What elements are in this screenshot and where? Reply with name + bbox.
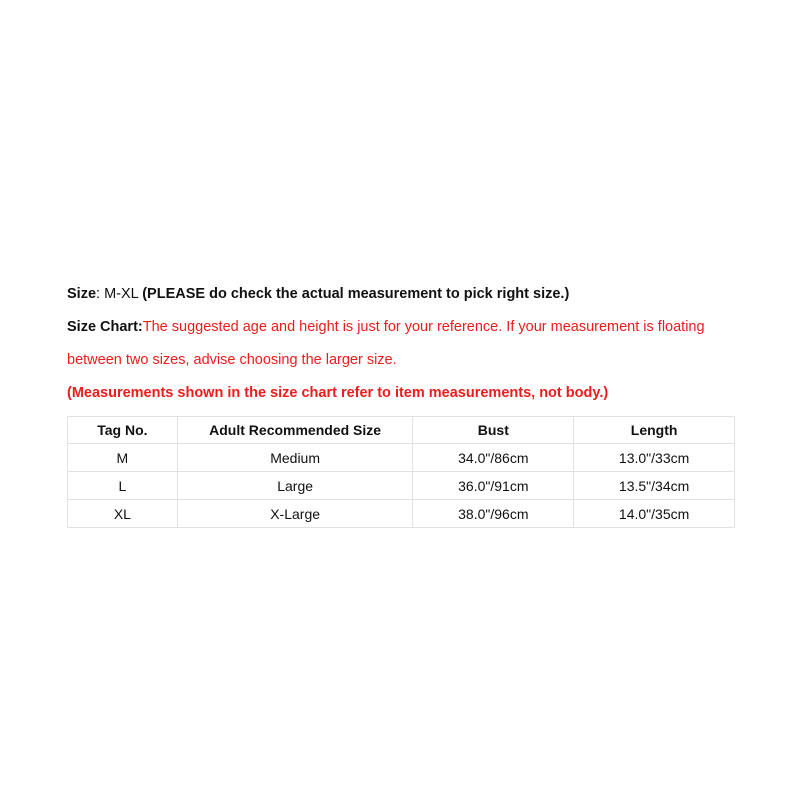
header-bust: Bust xyxy=(413,417,574,444)
cell-tag: M xyxy=(68,444,178,472)
cell-length: 13.0"/33cm xyxy=(574,444,735,472)
size-line xyxy=(67,286,569,302)
size-chart-line xyxy=(67,319,705,335)
cell-bust: 36.0"/91cm xyxy=(413,472,574,500)
cell-size: X-Large xyxy=(177,500,413,528)
cell-size: Large xyxy=(177,472,413,500)
size-chart-text-1: The suggested age and height is just for your reference. If your measurement is floating xyxy=(142,319,705,335)
cell-bust: 38.0"/96cm xyxy=(413,500,574,528)
size-label: Size xyxy=(67,286,97,302)
header-adult-size: Adult Recommended Size xyxy=(177,417,413,444)
size-chart-text-2: between two sizes, advise choosing the larger size. xyxy=(67,352,397,368)
size-colon: : xyxy=(96,286,101,302)
size-note: (PLEASE do check the actual measurement to pick right size.) xyxy=(142,286,570,302)
cell-tag: L xyxy=(68,472,178,500)
size-table xyxy=(67,416,735,528)
size-chart-colon: : xyxy=(137,319,143,335)
cell-length: 14.0"/35cm xyxy=(574,500,735,528)
cell-length: 13.5"/34cm xyxy=(574,472,735,500)
table-header-row xyxy=(68,417,735,444)
cell-tag: XL xyxy=(68,500,178,528)
table-row xyxy=(68,500,735,528)
cell-bust: 34.0"/86cm xyxy=(413,444,574,472)
size-value: M-XL xyxy=(100,286,143,302)
header-tag-no: Tag No. xyxy=(68,417,178,444)
table-row xyxy=(68,444,735,472)
size-chart-label: Size Chart xyxy=(67,319,138,335)
table-row xyxy=(68,472,735,500)
header-length: Length xyxy=(574,417,735,444)
measurement-note: (Measurements shown in the size chart refer to item measurements, not body.) xyxy=(67,385,609,401)
cell-size: Medium xyxy=(177,444,413,472)
